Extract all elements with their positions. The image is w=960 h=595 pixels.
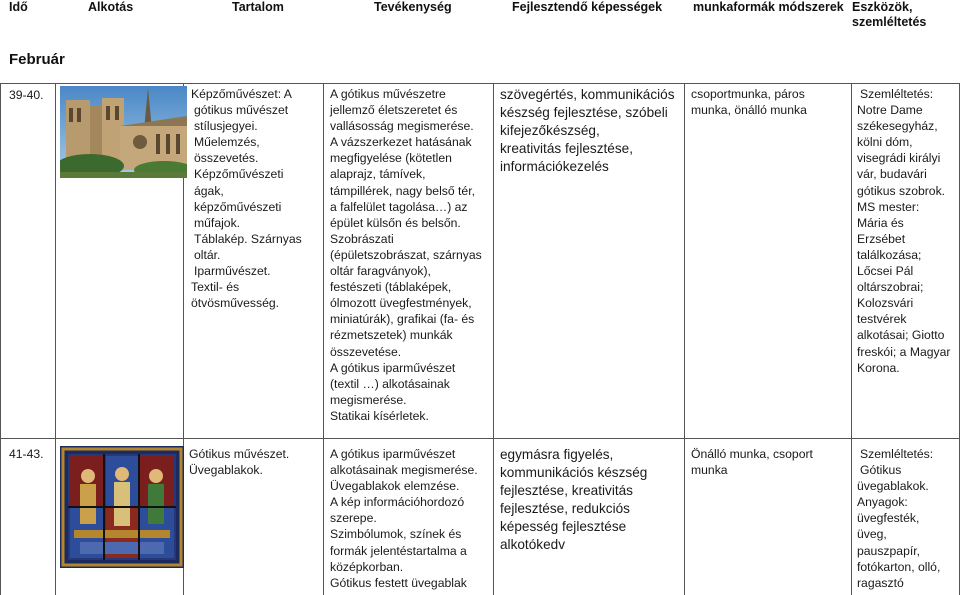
column-divider bbox=[323, 83, 324, 595]
tools-line: fotókarton, olló, bbox=[857, 559, 941, 574]
header-activity: Tevékenység bbox=[374, 0, 452, 14]
methods-line: munka bbox=[691, 463, 728, 478]
tools-line: Lőcsei Pál bbox=[857, 264, 914, 279]
tools-line: alkotásai; Giotto bbox=[857, 328, 945, 343]
activity-line: Szimbólumok, színek és bbox=[330, 527, 462, 542]
column-divider bbox=[55, 83, 56, 595]
tools-line: testvérek bbox=[857, 312, 907, 327]
tools-line: Korona. bbox=[857, 360, 900, 375]
content-line: Képzőművészeti bbox=[194, 167, 284, 182]
tools-line: vár, budavári bbox=[857, 167, 927, 182]
skills-line: kreativitás fejlesztése, bbox=[500, 141, 633, 156]
activity-line: A kép információhordozó bbox=[330, 495, 465, 510]
tools-line: MS mester: bbox=[857, 199, 920, 214]
header-artwork: Alkotás bbox=[88, 0, 134, 14]
column-divider bbox=[0, 83, 1, 595]
header-content: Tartalom bbox=[232, 0, 284, 14]
activity-line: megfigyelése (kötetlen bbox=[330, 151, 452, 166]
tools-line: pauszpapír, bbox=[857, 543, 921, 558]
row2-skills bbox=[500, 446, 647, 554]
skills-line: kifejezőkészség, bbox=[500, 123, 600, 138]
tools-line: üvegablakok. bbox=[857, 479, 929, 494]
header-methods: munkaformák módszerek bbox=[693, 0, 844, 14]
skills-line: alkotókedv bbox=[500, 537, 565, 552]
column-divider bbox=[684, 83, 685, 595]
content-line: oltár. bbox=[194, 247, 221, 262]
methods-line: Önálló munka, csoport bbox=[691, 447, 813, 461]
column-divider bbox=[493, 83, 494, 595]
row-divider bbox=[0, 83, 960, 84]
row2-time: 41-43. bbox=[9, 447, 44, 461]
methods-line: csoportmunka, páros bbox=[691, 87, 805, 101]
content-line: műfajok. bbox=[194, 215, 241, 230]
activity-line: Szobrászati bbox=[330, 231, 394, 246]
row1-tools bbox=[857, 86, 950, 376]
content-line: stílusjegyei. bbox=[194, 119, 258, 134]
activity-line: A gótikus művészetre bbox=[330, 87, 446, 101]
skills-line: egymásra figyelés, bbox=[500, 447, 614, 462]
tools-line: találkozása; bbox=[857, 247, 922, 262]
tools-line: Erzsébet bbox=[857, 231, 906, 246]
column-divider bbox=[851, 83, 852, 595]
activity-line: Gótikus festett üvegablak bbox=[330, 575, 467, 590]
activity-line: épület külsőn és belsőn. bbox=[330, 215, 461, 230]
activity-line: festészeti (táblaképek, bbox=[330, 280, 452, 295]
content-line: ötvösművesség. bbox=[191, 296, 280, 311]
row1-content bbox=[191, 86, 302, 311]
activity-line: megismerése. bbox=[330, 392, 407, 407]
activity-line: összevetése. bbox=[330, 344, 402, 359]
activity-line: rézmetszetek) munkák bbox=[330, 328, 453, 343]
tools-line: Szemléltetés: bbox=[860, 447, 934, 461]
tools-line: üveg, bbox=[857, 527, 887, 542]
activity-line: jellemző életszeretet és bbox=[330, 103, 458, 118]
content-line: Textil- és bbox=[191, 280, 240, 295]
row1-skills bbox=[500, 86, 675, 176]
methods-line: munka, önálló munka bbox=[691, 103, 807, 118]
tools-line: székesegyház, bbox=[857, 119, 938, 134]
skills-line: információkezelés bbox=[500, 159, 609, 174]
skills-line: fejlesztése, kreativitás bbox=[500, 483, 633, 498]
content-line: ágak, bbox=[194, 183, 224, 198]
tools-line: freskói; a Magyar bbox=[857, 344, 951, 359]
content-line: gótikus művészet bbox=[194, 103, 289, 118]
content-line: Képzőművészet: A bbox=[191, 87, 292, 101]
header-tools-2: szemléltetés bbox=[852, 15, 927, 29]
content-line: Iparművészet. bbox=[194, 264, 271, 279]
activity-line: szerepe. bbox=[330, 511, 377, 526]
content-line: képzőművészeti bbox=[194, 199, 282, 214]
content-line: Gótikus művészet. bbox=[189, 447, 290, 461]
skills-line: képesség fejlesztése bbox=[500, 519, 627, 534]
activity-line: középkorban. bbox=[330, 559, 404, 574]
tools-line: ragasztó bbox=[857, 575, 904, 590]
row-divider bbox=[0, 438, 960, 439]
activity-line: A gótikus iparművészet bbox=[330, 360, 456, 375]
row2-picture bbox=[60, 446, 184, 568]
content-line: Műelemzés, bbox=[194, 135, 260, 150]
row1-methods bbox=[691, 86, 807, 118]
header-tools: Eszközök, bbox=[852, 0, 913, 14]
activity-line: támpillérek, nagy belső tér, bbox=[330, 183, 475, 198]
stained-glass-image bbox=[60, 446, 184, 568]
row2-content bbox=[189, 446, 289, 478]
row2-tools bbox=[857, 446, 940, 591]
skills-line: szövegértés, kommunikációs bbox=[500, 87, 675, 102]
activity-line: formák jelentéstartalma a bbox=[330, 543, 467, 558]
tools-line: oltárszobrai; bbox=[857, 280, 924, 295]
header-time: Idő bbox=[9, 0, 28, 14]
tools-line: üvegfesték, bbox=[857, 511, 920, 526]
tools-line: Mária és bbox=[857, 215, 904, 230]
content-line: összevetés. bbox=[194, 151, 259, 166]
content-line: Táblakép. Szárnyas bbox=[194, 231, 302, 246]
skills-line: kommunikációs készség bbox=[500, 465, 648, 480]
row1-time: 39-40. bbox=[9, 88, 44, 102]
activity-line: alkotásainak megismerése. bbox=[330, 463, 478, 478]
activity-line: Statikai kísérletek. bbox=[330, 408, 429, 423]
row2-activity bbox=[330, 446, 478, 591]
skills-line: fejlesztése, redukciós bbox=[500, 501, 630, 516]
tools-line: Kolozsvári bbox=[857, 296, 914, 311]
skills-line: készség fejlesztése, szóbeli bbox=[500, 105, 668, 120]
activity-line: (textil …) alkotásainak bbox=[330, 376, 450, 391]
month-title: Február bbox=[9, 51, 65, 68]
content-line: Üvegablakok. bbox=[189, 463, 263, 478]
tools-line: Notre Dame bbox=[857, 103, 923, 118]
cathedral-image bbox=[60, 86, 187, 178]
activity-line: A gótikus iparművészet bbox=[330, 447, 456, 461]
row1-picture bbox=[60, 86, 187, 178]
activity-line: ólmozott üvegfestmények, bbox=[330, 296, 472, 311]
tools-line: kölni dóm, bbox=[857, 135, 913, 150]
row1-activity bbox=[330, 86, 482, 424]
activity-line: vallásosság megismerése. bbox=[330, 119, 474, 134]
activity-line: A vázszerkezet hatásának bbox=[330, 135, 472, 150]
tools-line: Anyagok: bbox=[857, 495, 908, 510]
header-skills: Fejlesztendő képességek bbox=[512, 0, 663, 14]
activity-line: alaprajz, támívek, bbox=[330, 167, 426, 182]
tools-line: Gótikus bbox=[860, 463, 902, 478]
activity-line: (épületszobrászat, szárnyas bbox=[330, 247, 482, 262]
activity-line: miniatúrák), grafikai (fa- és bbox=[330, 312, 475, 327]
row2-methods bbox=[691, 446, 813, 478]
activity-line: a falfelület tagolása…) az bbox=[330, 199, 468, 214]
tools-line: Szemléltetés: bbox=[860, 87, 934, 101]
tools-line: visegrádi királyi bbox=[857, 151, 941, 166]
table-header bbox=[0, 0, 960, 40]
tools-line: gótikus szobrok. bbox=[857, 183, 946, 198]
activity-line: oltár faragványok), bbox=[330, 264, 431, 279]
activity-line: Üvegablakok elemzése. bbox=[330, 479, 460, 494]
